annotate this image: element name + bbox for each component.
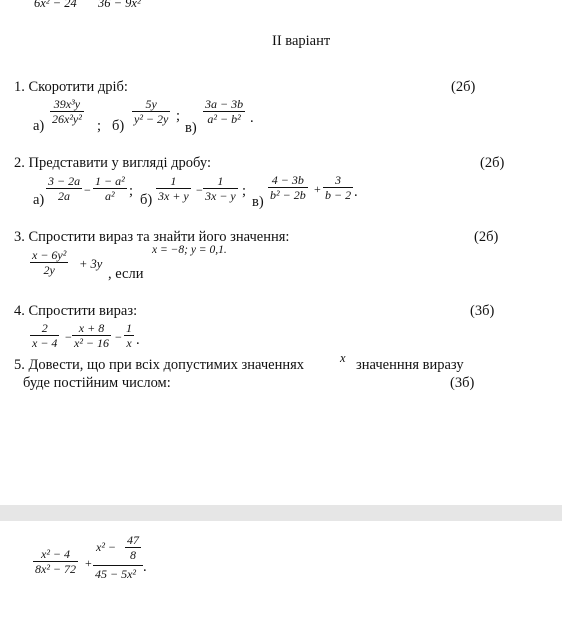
task3-tail: + 3y xyxy=(79,257,103,271)
task4-frac-3-num: 1 xyxy=(126,321,132,335)
task3-points: (2б) xyxy=(474,229,499,245)
task2-frac-a2 xyxy=(93,174,127,203)
task4-frac-3 xyxy=(124,321,134,350)
task2-frac-b2-den: 3x − y xyxy=(205,189,236,203)
task2-c-letter: в) xyxy=(252,194,264,210)
variant-title: II варіант xyxy=(272,33,331,49)
task1-semicolon-2: ; xyxy=(176,108,181,124)
task4-frac-2-den: x² − 16 xyxy=(74,336,110,350)
task2-frac-b1 xyxy=(156,174,191,203)
task2-frac-a1 xyxy=(46,174,82,203)
task1-c-letter: в) xyxy=(185,120,197,136)
task1-frac-c xyxy=(203,97,245,126)
task2-frac-c1-den: b² − 2b xyxy=(270,188,306,202)
bottom-inner-num: 47 xyxy=(127,533,139,547)
bottom-period: . xyxy=(143,559,147,575)
task2-label: 2. Представити у вигляді дробу: xyxy=(14,155,211,171)
top-expression-2: 36 − 9x² xyxy=(98,0,141,10)
task1-label: 1. Скоротити дріб: xyxy=(14,79,128,95)
task1-period: . xyxy=(250,110,254,126)
task1-frac-b xyxy=(132,97,170,126)
task2-frac-a2-den: a² xyxy=(93,188,127,203)
bottom-inner-frac xyxy=(125,533,141,562)
task4-frac-2-num: x + 8 xyxy=(78,321,105,335)
task5-line2: буде постійним числом: xyxy=(23,375,171,391)
task4-minus-2: − xyxy=(115,330,122,344)
task2-semicolon-2: ; xyxy=(242,183,247,199)
task4-frac-1 xyxy=(30,321,59,350)
task2-plus-c: + xyxy=(314,182,321,196)
task2-frac-b2 xyxy=(203,174,238,203)
task1-frac-a xyxy=(50,97,84,126)
bottom-plus: + xyxy=(85,556,92,570)
task3-values: x = −8; y = 0,1. xyxy=(152,244,227,256)
bottom-frac-1-den: 8x² − 72 xyxy=(35,562,77,576)
task2-a-letter: а) xyxy=(33,192,45,208)
task1-frac-c-den: a² − b² xyxy=(203,111,245,126)
task2-frac-c2-num: 3 xyxy=(335,173,342,187)
task2-frac-a1-num: 3 − 2a xyxy=(48,174,81,188)
task2-frac-b1-den: 3x + y xyxy=(158,189,189,203)
task1-a-letter: а) xyxy=(33,118,45,134)
task1-frac-c-num: 3a − 3b xyxy=(205,97,244,111)
task2-frac-c2 xyxy=(323,173,353,202)
task2-frac-b1-num: 1 xyxy=(170,174,177,188)
task4-frac-1-den: x − 4 xyxy=(32,336,58,350)
task1-frac-a-den: 26x²y² xyxy=(52,112,82,126)
task1-frac-b-num: 5y xyxy=(145,97,157,111)
task2-b-letter: б) xyxy=(140,192,153,208)
task1-semicolon-1: ; xyxy=(97,118,102,134)
task3-frac-den: 2y xyxy=(30,262,68,277)
task2-points: (2б) xyxy=(480,155,505,171)
task2-frac-b2-num: 1 xyxy=(217,174,224,188)
top-expression-1: 6x² − 24 xyxy=(34,0,77,10)
task1-points: (2б) xyxy=(451,79,476,95)
bottom-main-fraction-bar xyxy=(93,565,143,566)
task4-minus-1: − xyxy=(65,330,72,344)
separator-band xyxy=(0,505,562,521)
bottom-inner-lead: x² − xyxy=(96,540,117,554)
task4-period: . xyxy=(136,332,140,348)
task3-if: , если xyxy=(108,266,144,282)
task4-points: (3б) xyxy=(470,303,495,319)
bottom-main-den: 45 − 5x² xyxy=(95,567,137,581)
task5-variable: x xyxy=(340,351,346,365)
task2-frac-a2-num: 1 − a² xyxy=(95,174,125,188)
bottom-frac-1 xyxy=(33,547,78,576)
task4-frac-3-den: x xyxy=(124,335,134,350)
task2-frac-a1-den: 2a xyxy=(46,188,82,203)
task2-minus-a: − xyxy=(84,183,91,197)
bottom-inner-den: 8 xyxy=(125,547,141,562)
task2-semicolon-1: ; xyxy=(129,183,134,199)
task1-frac-a-num: 39x³y xyxy=(53,97,81,111)
task3-frac-num: x − 6y² xyxy=(32,248,67,262)
task5-line1-start: 5. Довести, що при всіх допустимих значеннях xyxy=(14,357,305,373)
task2-minus-b: − xyxy=(196,183,203,197)
task2-frac-c1-num: 4 − 3b xyxy=(271,173,304,187)
task2-period: . xyxy=(354,184,358,200)
bottom-frac-2 xyxy=(93,533,147,585)
task3-label: 3. Спростити вираз та знайти його значення: xyxy=(14,229,290,245)
task4-frac-2 xyxy=(72,321,111,350)
task2-frac-c1 xyxy=(268,173,308,202)
bottom-frac-1-num: x² − 4 xyxy=(41,547,71,561)
task5-line1-end: значенння виразу xyxy=(356,357,464,373)
task1-frac-b-den: y² − 2y xyxy=(134,112,169,126)
task2-frac-c2-den: b − 2 xyxy=(325,188,352,202)
task4-frac-1-num: 2 xyxy=(41,321,48,335)
task3-frac xyxy=(30,248,68,277)
task4-label: 4. Спростити вираз: xyxy=(14,303,138,319)
task1-b-letter: б) xyxy=(112,118,125,134)
task5-points: (3б) xyxy=(450,375,475,391)
